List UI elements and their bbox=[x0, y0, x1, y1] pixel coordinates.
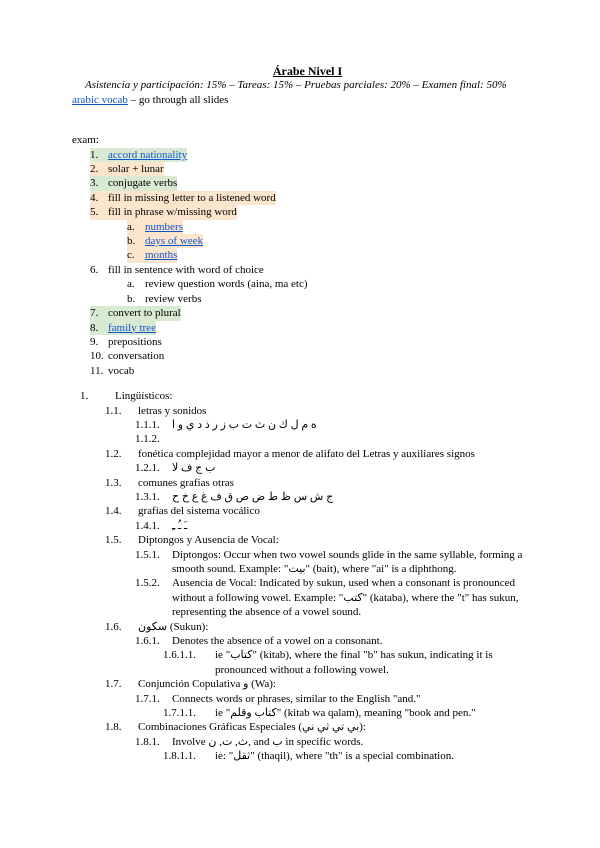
outline-item bbox=[72, 720, 543, 734]
item-number: c. bbox=[127, 248, 145, 262]
outline-item bbox=[72, 519, 543, 533]
item-text: vocab bbox=[108, 364, 135, 377]
exam-item bbox=[72, 162, 543, 176]
outline-item bbox=[72, 692, 543, 706]
exam-heading: exam: bbox=[72, 134, 99, 147]
exam-item bbox=[72, 205, 543, 219]
exam-item bbox=[72, 176, 543, 190]
item-number: 2. bbox=[90, 162, 108, 176]
item-text: ج ش س ظ ط ض ص ق ف غ ع خ ح bbox=[172, 490, 334, 503]
item-number: 1.8. bbox=[105, 721, 122, 734]
item-number: 10. bbox=[90, 350, 104, 363]
item-text: Involve ث, ت, ن, and ب in specific words. bbox=[172, 735, 364, 748]
vocab-line bbox=[72, 93, 543, 107]
outline-item bbox=[72, 476, 543, 490]
item-text: review question words (aina, ma etc) bbox=[145, 278, 308, 291]
exam-list bbox=[72, 148, 543, 379]
exam-item bbox=[72, 321, 543, 335]
item-number: 3. bbox=[90, 176, 108, 190]
exam-item bbox=[72, 306, 543, 320]
item-number: 1. bbox=[90, 148, 108, 162]
exam-item bbox=[72, 148, 543, 162]
item-text: سكون (Sukun): bbox=[138, 620, 209, 633]
item-text: Diptongos y Ausencia de Vocal: bbox=[138, 534, 279, 547]
exam-item bbox=[72, 292, 543, 306]
item-link[interactable]: family tree bbox=[108, 321, 156, 334]
exam-item bbox=[72, 349, 543, 363]
item-number: 1.2. bbox=[105, 447, 122, 460]
item-number: 1.4.1. bbox=[135, 519, 160, 532]
item-number: 1.4. bbox=[105, 505, 122, 518]
item-number: 1. bbox=[80, 390, 89, 403]
outline-item bbox=[72, 418, 543, 432]
item-number: 1.5. bbox=[105, 534, 122, 547]
item-text: fill in phrase w/missing word bbox=[108, 206, 237, 219]
item-number: 1.7.1.1. bbox=[163, 707, 196, 720]
outline-item bbox=[72, 389, 543, 403]
outline-item bbox=[72, 677, 543, 691]
outline-item bbox=[72, 432, 543, 446]
item-text: ie: "ثقل" (thaqil), where "th" is a special combination. bbox=[215, 750, 454, 763]
item-text: convert to plural bbox=[108, 307, 181, 320]
item-text: ب ج ف لا bbox=[172, 462, 216, 475]
exam-item bbox=[72, 191, 543, 205]
item-text: Ausencia de Vocal: Indicated by sukun, used when a consonant is pronounced without a following vowel. Example: "كتب" (kataba), where the "t" has sukun, representing the absence of a vowel sound. bbox=[172, 577, 519, 619]
item-number: 1.6.1. bbox=[135, 635, 160, 648]
item-number: 1.7.1. bbox=[135, 692, 160, 705]
item-number: 1.6.1.1. bbox=[163, 649, 196, 662]
item-text: prepositions bbox=[108, 335, 162, 348]
outline-item bbox=[72, 749, 543, 763]
item-number: 1.8.1.1. bbox=[163, 750, 196, 763]
doc-title: Árabe Nivel I bbox=[272, 64, 343, 78]
item-text: Combinaciones Gráficas Especiales (بي تي ثي ني): bbox=[138, 721, 366, 734]
exam-item bbox=[72, 220, 543, 234]
item-number: 1.2.1. bbox=[135, 462, 160, 475]
item-number: 1.5.2. bbox=[135, 577, 160, 590]
outline-item bbox=[72, 447, 543, 461]
item-link[interactable]: numbers bbox=[145, 220, 183, 233]
item-text: grafías del sistema vocálico bbox=[138, 505, 260, 518]
item-number: a. bbox=[127, 278, 135, 291]
item-link[interactable]: months bbox=[145, 249, 178, 262]
item-number: 11. bbox=[90, 364, 104, 377]
item-number: b. bbox=[127, 234, 145, 248]
item-text: review verbs bbox=[145, 292, 202, 305]
grading-line: Asistencia y participación: 15% – Tareas: 15% – Pruebas parciales: 20% – Examen final: 50% bbox=[85, 79, 507, 92]
item-text: Lingüísticos: bbox=[115, 390, 173, 403]
item-number: 1.3.1. bbox=[135, 490, 160, 503]
item-number: 6. bbox=[90, 263, 99, 276]
item-text: Connects words or phrases, similar to the English "and." bbox=[172, 692, 421, 705]
outline-item bbox=[72, 548, 543, 577]
item-text: solar + lunar bbox=[108, 163, 164, 176]
item-number: 1.6. bbox=[105, 620, 122, 633]
item-number: 1.1.2. bbox=[135, 433, 160, 446]
outline-item bbox=[72, 634, 543, 648]
item-number: 1.1.1. bbox=[135, 418, 160, 431]
item-text: Denotes the absence of a vowel on a consonant. bbox=[172, 635, 383, 648]
item-text: ه م ل ك ن ث ت ب ز ر ذ د ي و ا bbox=[172, 418, 317, 431]
outline-item bbox=[72, 648, 543, 677]
item-number: 1.1. bbox=[105, 404, 122, 417]
item-text: ie "كتاب" (kitab), where the final "b" has sukun, indicating it is pronounced without a following vowel. bbox=[215, 649, 493, 676]
outline-item bbox=[72, 533, 543, 547]
outline-list bbox=[72, 389, 543, 764]
item-text: fill in sentence with word of choice bbox=[108, 263, 264, 276]
item-text: Diptongos: Occur when two vowel sounds glide in the same syllable, forming a smooth sound. Example: "بيت" (bait), where "ai" is a diphthong. bbox=[172, 548, 523, 575]
outline-item bbox=[72, 404, 543, 418]
outline-item bbox=[72, 504, 543, 518]
item-text: comunes grafias otras bbox=[138, 476, 234, 489]
item-text: Conjunción Copulativa و (Wa): bbox=[138, 678, 276, 691]
item-text: ie "كتاب وقلم" (kitab wa qalam), meaning "book and pen." bbox=[215, 707, 476, 720]
outline-item bbox=[72, 490, 543, 504]
item-number: 1.8.1. bbox=[135, 735, 160, 748]
item-text: conjugate verbs bbox=[108, 177, 178, 190]
item-number: b. bbox=[127, 292, 136, 305]
item-text: ـَ ـُ ـِ bbox=[172, 519, 188, 532]
item-number: 7. bbox=[90, 306, 108, 320]
item-number: 4. bbox=[90, 191, 108, 205]
outline-item bbox=[72, 735, 543, 749]
item-text: fill in missing letter to a listened word bbox=[108, 191, 276, 204]
exam-item bbox=[72, 234, 543, 248]
item-number: 8. bbox=[90, 321, 108, 335]
exam-item bbox=[72, 364, 543, 378]
outline-item bbox=[72, 620, 543, 634]
item-number: 5. bbox=[90, 205, 108, 219]
exam-item bbox=[72, 248, 543, 262]
outline-item bbox=[72, 576, 543, 619]
exam-item bbox=[72, 277, 543, 291]
item-number: a. bbox=[127, 220, 145, 234]
outline-item bbox=[72, 706, 543, 720]
arabic-vocab-link[interactable]: arabic vocab bbox=[72, 93, 128, 106]
item-number: 1.5.1. bbox=[135, 548, 160, 561]
vocab-line-rest: – go through all slides bbox=[127, 93, 229, 106]
item-text: fonética complejidad mayor a menor de alifato del Letras y auxiliares signos bbox=[138, 447, 475, 460]
exam-item bbox=[72, 335, 543, 349]
item-number: 9. bbox=[90, 335, 99, 348]
item-text: conversation bbox=[108, 350, 165, 363]
exam-item bbox=[72, 263, 543, 277]
item-number: 1.7. bbox=[105, 678, 122, 691]
item-number: 1.3. bbox=[105, 476, 122, 489]
outline-item bbox=[72, 461, 543, 475]
item-text: letras y sonidos bbox=[138, 404, 207, 417]
item-link[interactable]: days of week bbox=[145, 235, 204, 248]
item-link[interactable]: accord nationality bbox=[108, 148, 188, 161]
